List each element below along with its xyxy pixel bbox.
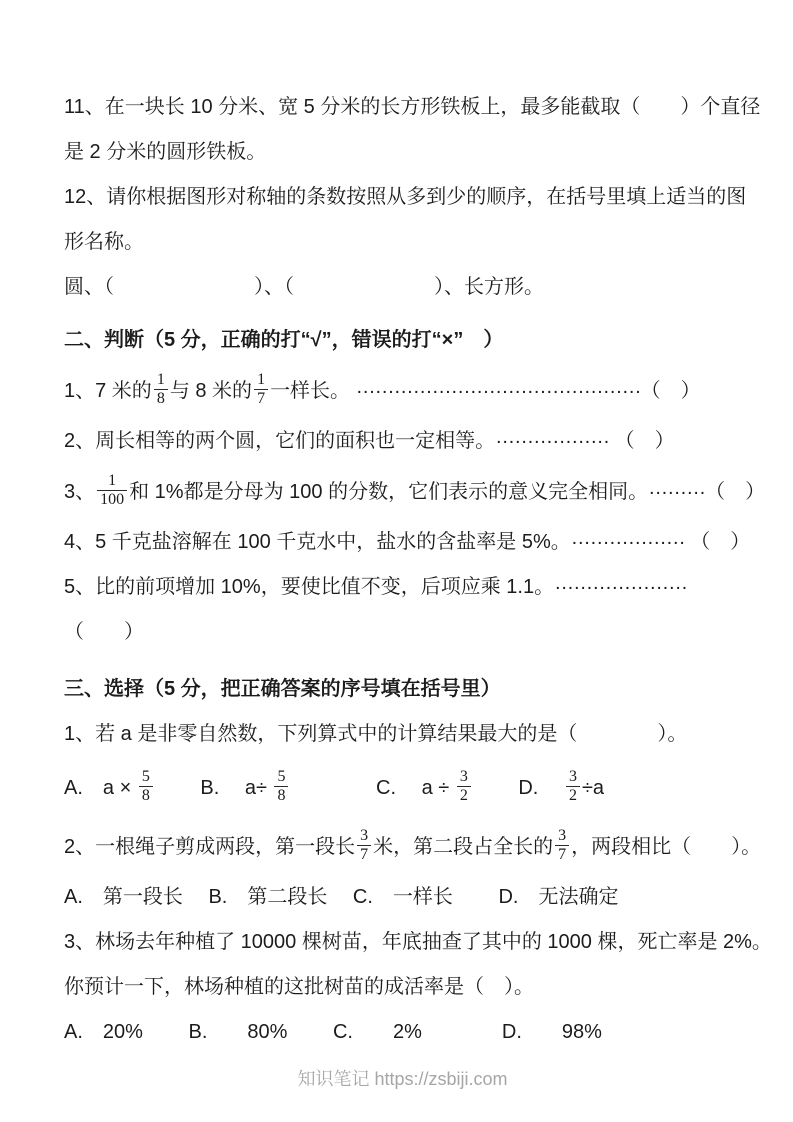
judge-question-5-line-1 xyxy=(64,565,741,610)
fraction-numerator: 1 xyxy=(108,472,117,490)
fraction-denominator: 7 xyxy=(555,845,569,864)
section-choice-header: 三、选择（5 分，把正确答案的序号填在括号里） xyxy=(64,678,501,700)
fraction xyxy=(566,768,580,805)
dot-leader: ………………… xyxy=(554,572,688,594)
text-run: 2、周长相等的两个圆，它们的面积也一定相等。 xyxy=(64,430,496,452)
fraction-numerator: 5 xyxy=(277,768,286,786)
fraction-denominator: 8 xyxy=(154,389,168,408)
judge-question-1 xyxy=(64,363,741,419)
fraction-denominator: 100 xyxy=(97,490,127,509)
dot-leader: ……… xyxy=(648,477,706,499)
fraction-denominator: 2 xyxy=(457,786,471,805)
fraction-denominator: 8 xyxy=(274,786,288,805)
text-run: 3、 xyxy=(64,481,96,503)
fraction-numerator: 3 xyxy=(360,827,369,845)
text-run: 米，第二段占全长的 xyxy=(373,836,554,858)
judge-question-3 xyxy=(64,464,766,520)
fraction xyxy=(555,827,569,864)
text-run: C. a ÷ xyxy=(290,777,455,799)
text-run: 与 8 米的 xyxy=(169,380,253,402)
fraction-denominator: 7 xyxy=(357,845,371,864)
fraction-numerator: 3 xyxy=(459,768,468,786)
fraction xyxy=(357,827,371,864)
dot-leader: ……………… xyxy=(570,527,685,549)
question-11-line-2: 是 2 分米的圆形铁板。 xyxy=(64,141,267,163)
choice-question-1-options xyxy=(64,757,741,819)
text-run: 4、5 千克盐溶解在 100 千克水中，盐水的含盐率是 5%。 xyxy=(64,531,571,553)
choice-question-1: 1、若 a 是非零自然数，下列算式中的计算结果最大的是（ ）。 xyxy=(64,723,688,745)
section-judge-header: 二、判断（5 分，正确的打“√”，错误的打“×” ） xyxy=(64,329,504,351)
choice-question-3-line-2: 你预计一下，林场种植的这批树苗的成活率是（ ）。 xyxy=(64,976,534,998)
fraction xyxy=(254,371,268,408)
text-run: （ ） xyxy=(684,531,751,553)
fraction xyxy=(274,768,288,805)
question-12-answer-blanks: 圆、（ ）、（ ）、长方形。 xyxy=(64,276,544,298)
fraction-denominator: 2 xyxy=(566,786,580,805)
question-12-line-1: 12、请你根据图形对称轴的条数按照从多到少的顺序，在括号里填上适当的图 xyxy=(64,186,747,208)
fraction xyxy=(154,371,168,408)
text-run: （ ） xyxy=(609,430,675,452)
text-run: 一样长。 xyxy=(270,380,356,402)
text-run: （ ） xyxy=(640,380,701,402)
fraction-denominator: 7 xyxy=(254,389,268,408)
choice-question-2-options: A. 第一段长 B. 第二段长 C. 一样长 D. 无法确定 xyxy=(64,886,619,908)
dot-leader: ……………………………………… xyxy=(355,376,641,398)
text-run: ÷a xyxy=(581,777,605,799)
text-run: 和 1%都是分母为 100 的分数，它们表示的意义完全相同。 xyxy=(129,481,649,503)
site-watermark: 知识笔记 https://zsbiji.com xyxy=(297,1069,508,1089)
choice-question-2 xyxy=(64,819,762,875)
dot-leader: ……………… xyxy=(495,426,610,448)
judge-question-5-answer-paren: （ ） xyxy=(64,621,144,643)
text-run: 1、7 米的 xyxy=(64,380,152,402)
fraction-denominator: 8 xyxy=(139,786,153,805)
question-12-line-2: 形名称。 xyxy=(64,231,144,253)
fraction xyxy=(139,768,153,805)
fraction xyxy=(97,472,127,509)
text-run: ，两段相比（ ）。 xyxy=(571,836,762,858)
fraction xyxy=(457,768,471,805)
fraction-numerator: 1 xyxy=(257,371,266,389)
fraction-numerator: 3 xyxy=(568,768,577,786)
text-run: B. a÷ xyxy=(154,777,273,799)
fraction-numerator: 5 xyxy=(141,768,150,786)
judge-question-2 xyxy=(64,419,741,464)
text-run: D. xyxy=(472,777,564,799)
text-run: A. a × xyxy=(64,777,137,799)
text-run: 5、比的前项增加 10%，要使比值不变，后项应乘 1.1。 xyxy=(64,576,555,598)
fraction-numerator: 3 xyxy=(558,827,567,845)
question-11-line-1: 11、在一块长 10 分米、宽 5 分米的长方形铁板上，最多能截取（ ）个直径 xyxy=(64,96,761,118)
choice-question-3-line-1: 3、林场去年种植了 10000 棵树苗，年底抽查了其中的 1000 棵，死亡率是 2%。 xyxy=(64,931,772,953)
fraction-numerator: 1 xyxy=(156,371,165,389)
judge-question-4 xyxy=(64,520,751,565)
text-run: 2、一根绳子剪成两段，第一段长 xyxy=(64,836,356,858)
choice-question-3-options: A. 20% B. 80% C. 2% D. 98% xyxy=(64,1021,602,1043)
text-run: （ ） xyxy=(705,481,766,503)
